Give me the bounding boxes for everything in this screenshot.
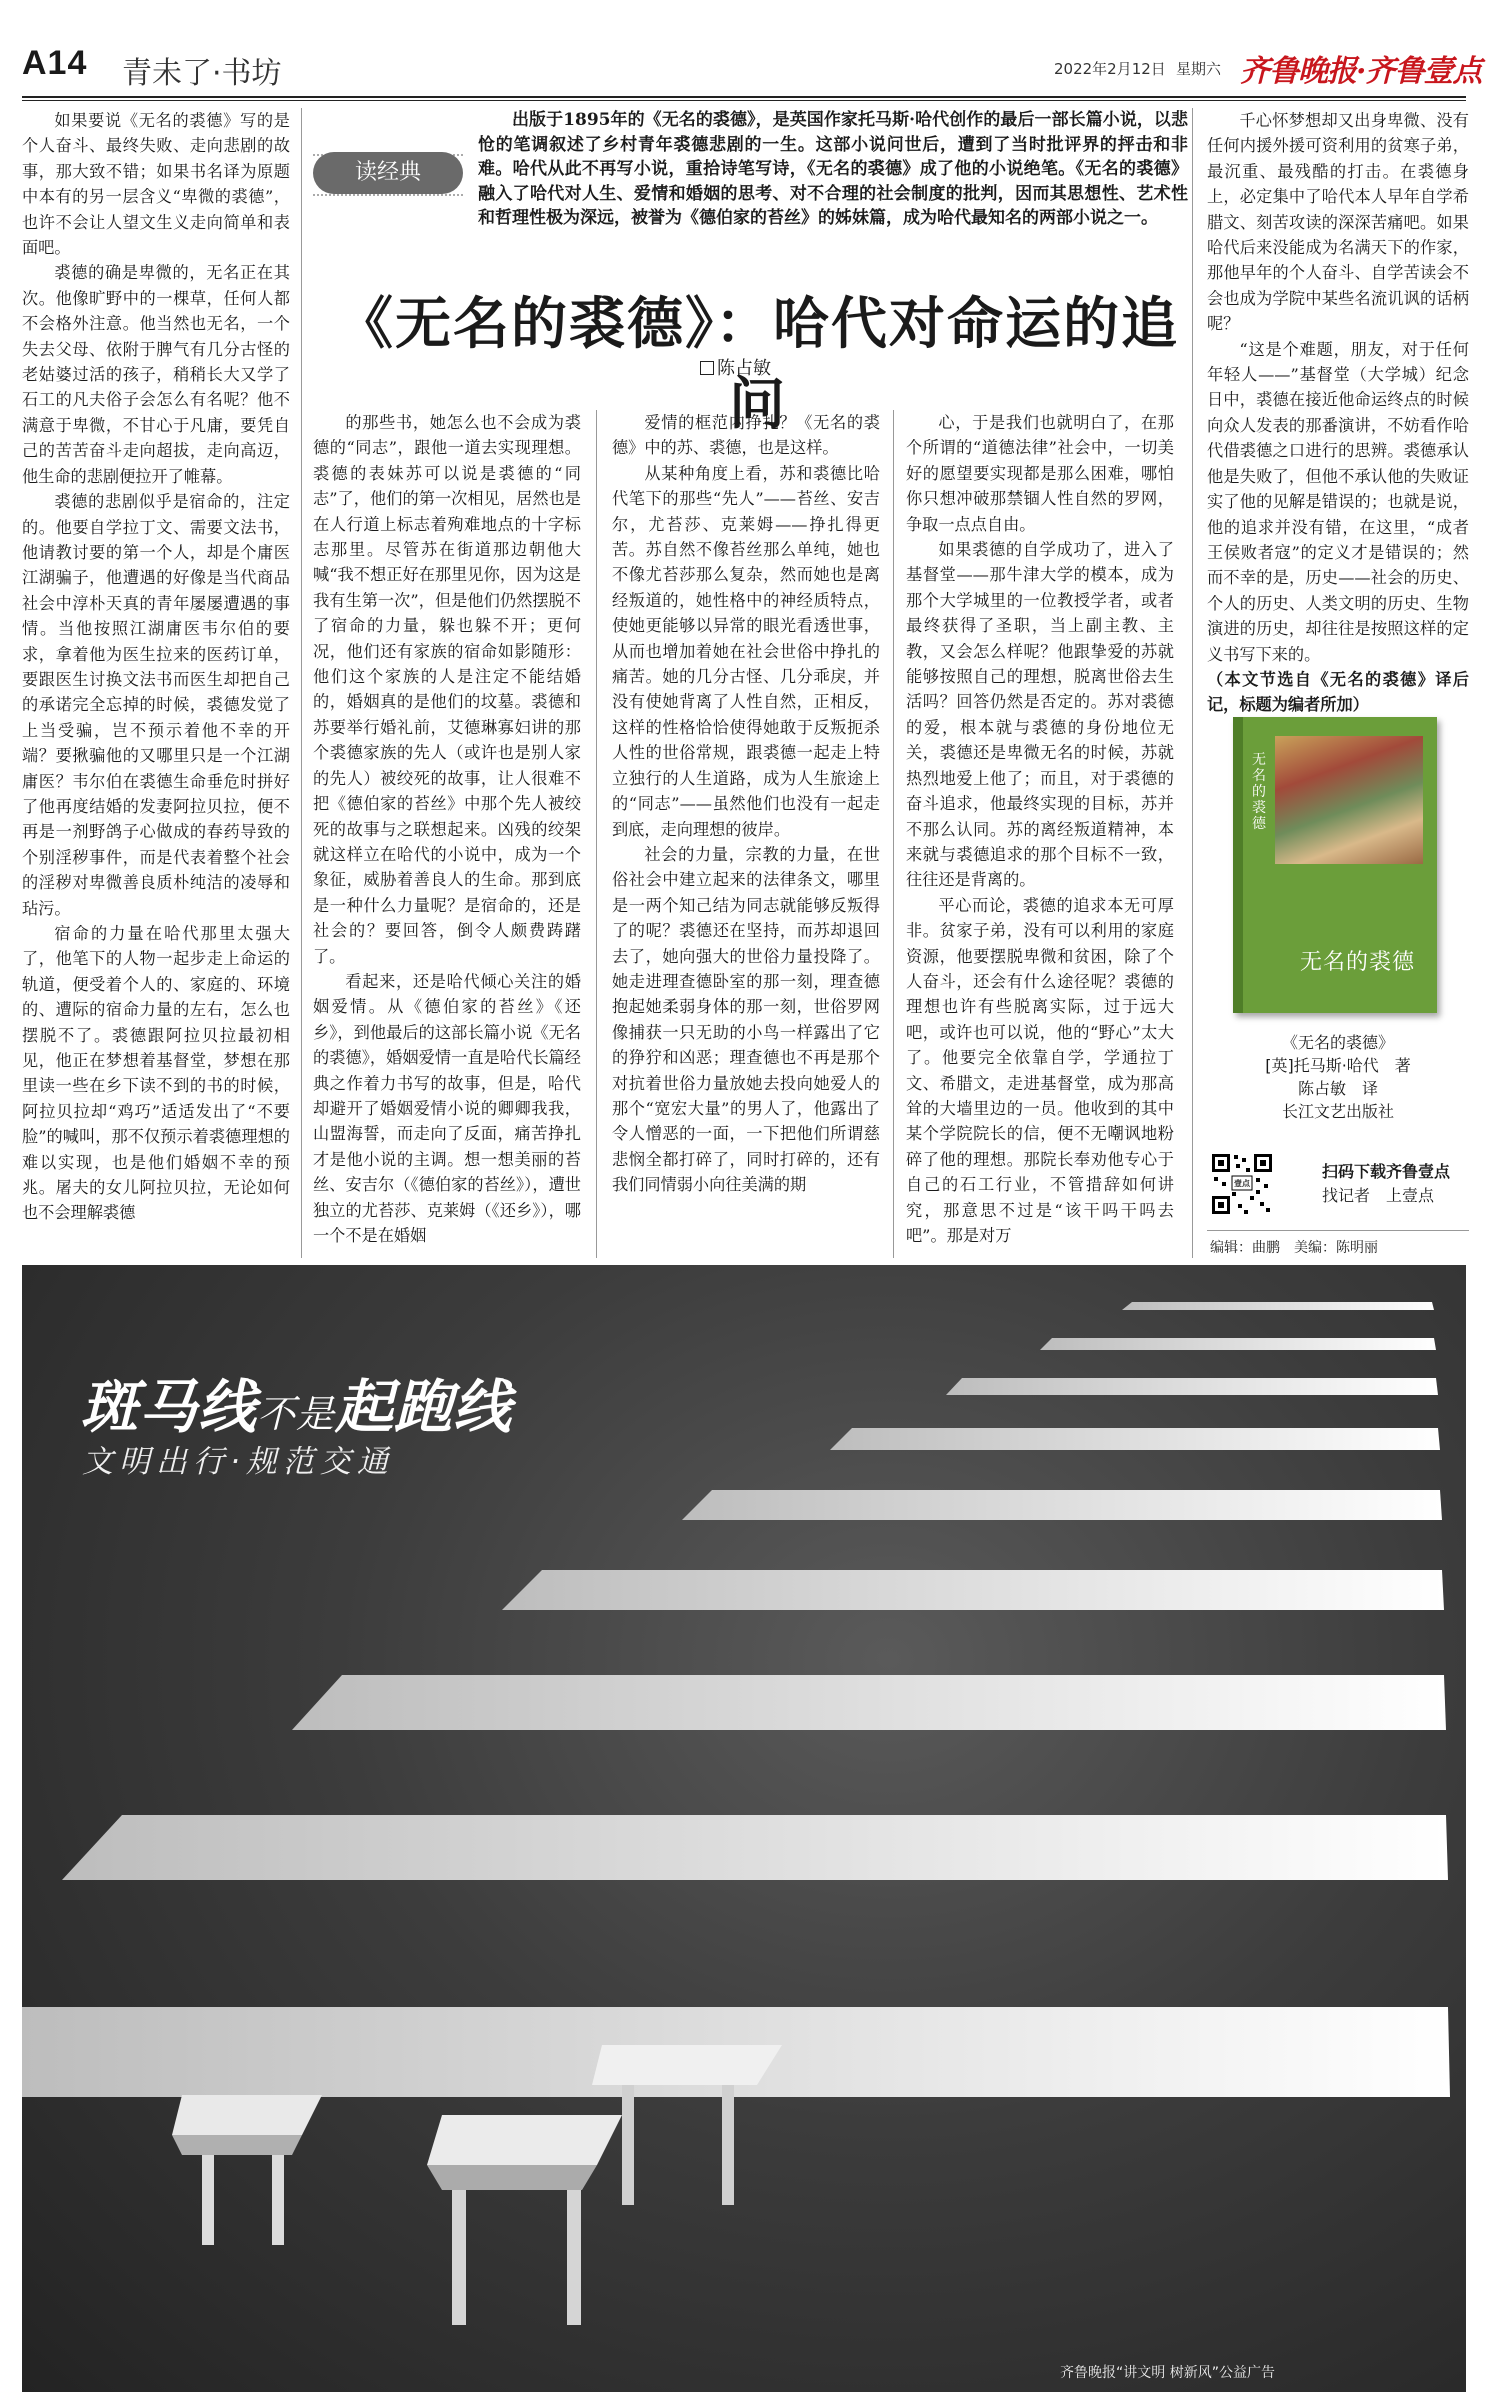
- header-rule: [22, 96, 1466, 98]
- section-name: 青未了·书坊: [122, 56, 282, 91]
- article-intro: [478, 108, 1188, 231]
- book-caption-author: [英]托马斯·哈代 著: [1265, 1056, 1411, 1075]
- paragraph: 如果裘德的自学成功了，进入了基督堂——那牛津大学的模本，成为那个大学城里的一位教授学者，或者最终获得了圣职，当上副主教、主教，又会怎么样呢？他跟挚爱的苏就能够按照自己的理想，脱离世俗去生活吗？回答仍然是否定的。苏对裘德的爱，根本就与裘德的身份地位无关，裘德还是卑微无名的时候，苏就热烈地爱上他了；而且，对于裘德的奋斗追求，他最终实现的目标，苏并不那么认同。苏的离经叛道精神，本来就与裘德追求的那个目标不一致，往往还是背离的。: [906, 540, 1174, 890]
- intro-text: 出版于1895年的《无名的裘德》，是英国作家托马斯·哈代创作的最后一部长篇小说，以悲怆的笔调叙述了乡村青年裘德悲剧的一生。这部小说问世后，遭到了当时批评界的抨击和非难。哈代从此不再写小说，重拾诗笔写诗，《无名的裘德》成了他的小说绝笔。《无名的裘德》融入了哈代对人生、爱情和婚姻的思考、对不合理的社会制度的批判，因而其思想性、艺术性和哲理性极为深远，被誉为《德伯家的苔丝》的姊妹篇，成为哈代最知名的两部小说之一。: [478, 110, 1188, 228]
- paragraph: “这是个难题，朋友，对于任何年轻人——”基督堂（大学城）纪念日中，裘德在接近他命运终点的时候向众人发表的那番演讲，不妨看作哈代借裘德之口进行的思辨。裘德承认他是失败了，但他不承认他的失败证实了他的见解是错误的；也就是说，他的追求并没有错，在这里，“成者王侯败者寇”的定义才是错误的；然而不幸的是，历史——社会的历史、个人的历史、人类文明的历史、生物演进的历史，却往往是按照这样的定义书写下来的。: [1207, 339, 1469, 664]
- article-author: [700, 354, 771, 380]
- column-divider: [301, 108, 302, 1258]
- header-rule-thin: [22, 100, 1466, 101]
- ad-title-part-1: 斑马线: [80, 1373, 258, 1441]
- book-cover-painting: [1275, 736, 1423, 864]
- section-badge: 读经典: [313, 152, 463, 194]
- article-column-5: [1207, 108, 1469, 718]
- paragraph: 如果要说《无名的裘德》写的是个人奋斗、最终失败、走向悲剧的故事，那大致不错；如果书名译为原题中本有的另一层含义“卑微的裘德”，也许不会让人望文生义走向简单和表面吧。: [22, 111, 290, 258]
- newspaper-logo: 齐鲁晚报·齐鲁壹点: [1240, 54, 1482, 89]
- book-caption-title: 《无名的裘德》: [1281, 1033, 1394, 1052]
- author-name: 陈占敏: [717, 358, 771, 379]
- book-caption-translator: 陈占敏 译: [1297, 1079, 1378, 1098]
- article-column-1: [22, 108, 290, 1226]
- book-caption: [1207, 1031, 1469, 1123]
- book-cover-title: 无名的裘德: [1300, 950, 1416, 975]
- ad-footer: 齐鲁晚报“讲文明 树新风”公益广告: [1060, 2365, 1275, 2381]
- paragraph: 裘德的悲剧似乎是宿命的，注定的。他要自学拉丁文、需要文法书，他请教讨要的第一个人，却是个庸医江湖骗子，他遭遇的好像是当代商品社会中淳朴天真的青年屡屡遭遇的事情。当他按照江湖庸医韦尔伯的要求，拿着他为医生拉来的医药订单，要跟医生讨换文法书而医生却把自己的承诺完全忘掉的时候，裘德发觉了上当受骗，岂不预示着他不幸的开端？要揪骗他的又哪里只是一个江湖庸医？韦尔伯在裘德生命垂危时拼好了他再度结婚的发妻阿拉贝拉，便不再是一剂野鸽子心做成的春药导致的个别淫秽事件，而是代表着整个社会的淫秽对卑微善良质朴纯洁的凌辱和玷污。: [22, 492, 290, 918]
- ad-title: [80, 1360, 512, 1444]
- book-spine: [1233, 717, 1243, 1013]
- issue-date: 2022年2月12日: [1054, 60, 1166, 78]
- column-divider: [596, 410, 597, 1258]
- paragraph: 千心怀梦想却又出身卑微、没有任何内援外援可资利用的贫寒子弟，最沉重、最残酷的打击。在裘德身上，必定集中了哈代本人早年自学希腊文、刻苦攻读的深深苦痛吧。如果哈代后来没能成为名满天下的作家，那他早年的个人奋斗、自学苦读会不会也成为学院中某些名流讥讽的话柄呢？: [1207, 111, 1469, 334]
- book-caption-publisher: 长江文艺出版社: [1281, 1102, 1394, 1121]
- paragraph: 宿命的力量在哈代那里太强大了，他笔下的人物一起步走上命运的轨道，便受着个人的、家庭的、环境的、遭际的宿命力量的左右，怎么也摆脱不了。裘德跟阿拉贝拉最初相见，他正在梦想着基督堂，梦想在那里读一些在乡下读不到的书的时候，阿拉贝拉却“鸡巧”适适发出了“不要脸”的喊叫，那不仅预示着裘德理想的难以实现，也是他们婚姻不幸的预兆。屠夫的女儿阿拉贝拉，无论如何也不会理解裘德: [22, 924, 290, 1223]
- ad-title-part-2: 不是: [257, 1392, 336, 1436]
- article-column-4: [906, 410, 1174, 1248]
- paragraph: 的那些书，她怎么也不会成为裘德的“同志”，跟他一道去实现理想。裘德的表妹苏可以说是裘德的“同志”了，他们的第一次相见，居然也是在人行道上标志着殉难地点的十字标志那里。尽管苏在街道那边朝他大喊“我不想正好在那里见你，因为这是我有生第一次”，但是他们仍然摆脱不了宿命的力量，躲也躲不开；更何况，他们还有家族的宿命如影随形：他们这个家族的人是注定不能结婚的，婚姻真的是他们的坟墓。裘德和苏要举行婚礼前，艾德琳寡妇讲的那个裘德家族的先人（或许也是别人家的先人）被绞死的故事，让人很难不把《德伯家的苔丝》中那个先人被绞死的故事与之联想起来。凶残的绞架就这样立在哈代的小说中，成为一个象征，威胁着善良人的生命。那到底是一种什么力量呢？是宿命的，还是社会的？要回答，倒令人颇费踌躇了。: [313, 413, 581, 966]
- paragraph: 看起来，还是哈代倾心关注的婚姻爱情。从《德伯家的苔丝》《还乡》，到他最后的这部长篇小说《无名的裘德》，婚姻爱情一直是哈代长篇经典之作着力书写的故事，但是，哈代却避开了婚姻爱情小说的卿卿我我，山盟海誓，而走向了反面，痛苦挣扎才是他小说的主调。想一想美丽的苔丝、安吉尔（《德伯家的苔丝》），遭世独立的尤苔莎、克莱姆（《还乡》），哪一个不是在婚姻: [313, 971, 581, 1245]
- paragraph: 从某种角度上看，苏和裘德比哈代笔下的那些“先人”——苔丝、安吉尔，尤苔莎、克莱姆——挣扎得更苦。苏自然不像苔丝那么单纯，她也不像尤苔莎那么复杂，然而她也是离经叛道的，她性格中的神经质特点，使她更能够以异常的眼光看透世事，从而也增加着她在社会世俗中挣扎的痛苦。她的几分古怪、几分乖戾，并没有使她背离了人性自然，正相反，这样的性格恰恰使得她敢于反叛扼杀人性的世俗常规，跟裘德一起走上特立独行的人生道路，成为人生旅途上的“同志”——虽然他们也没有一起走到底，走向理想的彼岸。: [612, 463, 880, 839]
- editors-credit: 编辑：曲鹏 美编：陈明丽: [1210, 1240, 1378, 1256]
- qr-text: [1322, 1160, 1450, 1208]
- page-number: A14: [22, 44, 88, 82]
- article-column-3: [612, 410, 880, 1198]
- paragraph: 裘德的确是卑微的，无名正在其次。他像旷野中的一棵草，任何人都不会格外注意。他当然也无名，一个失去父母、依附于脾气有几分古怪的老姑婆过活的孩子，稍稍长大又学了石工的凡夫俗子会怎么有名呢？他不满意于卑微，不甘心于凡庸，要凭自己的苦苦奋斗走向超拔，走向高迈，他生命的悲剧便拉开了帷幕。: [22, 263, 290, 486]
- ad-subtitle: 文明出行·规范交通: [82, 1444, 394, 1480]
- column-divider: [893, 410, 894, 1258]
- qr-line-2: 找记者 上壹点: [1322, 1186, 1435, 1205]
- paragraph: （本文节选自《无名的裘德》译后记，标题为编者所加）: [1207, 669, 1469, 715]
- paragraph: 爱情的框范内挣扎？《无名的裘德》中的苏、裘德，也是这样。: [612, 413, 880, 458]
- article-title: 《无名的裘德》：哈代对命运的追问: [337, 291, 1179, 437]
- column-divider: [1192, 108, 1193, 1258]
- paragraph: 心，于是我们也就明白了，在那个所谓的“道德法律”社会中，一切美好的愿望要实现都是那么困难，哪怕你只想冲破那禁锢人性自然的罗网，争取一点点自由。: [906, 413, 1174, 534]
- qr-line-1: 扫码下载齐鲁壹点: [1322, 1162, 1451, 1181]
- book-cover-vertical-title: 无名的裘德: [1252, 752, 1266, 832]
- paragraph: 平心而论，裘德的追求本无可厚非。贫家子弟，没有可以利用的家庭资源，他要摆脱卑微和贫困，除了个人奋斗，还会有什么途径呢？裘德的理想也许有些脱离实际，过于远大吧，或许也可以说，他的“野心”太大了。他要完全依靠自学，学通拉丁文、希腊文，走进基督堂，成为那高耸的大墙里边的一员。他收到的其中某个学院院长的信，便不无嘲讽地粉碎了他的理想。那院长奉劝他专心于自己的石工行业，不管措辞如何讲究，那意思不过是“该干吗干吗去吧”。那是对万: [906, 895, 1174, 1245]
- issue-weekday: 星期六: [1176, 60, 1222, 78]
- qr-label: 壹点: [1234, 1179, 1250, 1188]
- article-column-2: [313, 410, 581, 1248]
- paragraph: 社会的力量，宗教的力量，在世俗社会中建立起来的法律条文，哪里是一两个知己结为同志就能够反叛得了的呢？裘德还在坚持，而苏却退回去了，她向强大的世俗力量投降了。她走进理查德卧室的那一刻，理查德抱起她柔弱身体的那一刻，世俗罗网像捕获一只无助的小鸟一样露出了它的狰狞和凶恶；理查德也不再是那个对抗着世俗力量放她去投向她爱人的那个“宽宏大量”的男人了，他露出了令人憎恶的一面，一下把他们所谓慈悲悯全都打碎了，同时打碎的，还有我们同情弱小向往美满的期: [612, 844, 880, 1195]
- author-box-icon: [700, 361, 714, 375]
- ad-title-part-3: 起跑线: [335, 1373, 513, 1441]
- editors-rule: [1207, 1230, 1469, 1231]
